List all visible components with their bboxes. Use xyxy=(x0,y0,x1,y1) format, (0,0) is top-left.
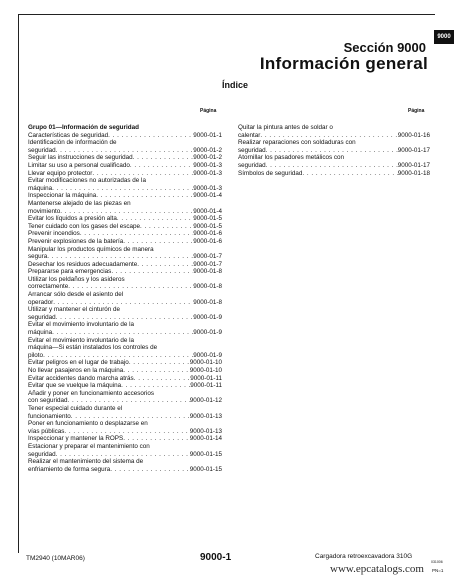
toc-entry[interactable] xyxy=(28,443,222,458)
leader-dots xyxy=(64,428,189,436)
toc-group-heading: Grupo 01—Información de seguridad xyxy=(28,124,139,131)
toc-entry-text: Mantenerse alejado de las piezas en xyxy=(28,199,131,207)
toc-entry[interactable] xyxy=(28,382,222,390)
toc-page-ref: 9000-01-13 xyxy=(189,412,222,420)
toc-entry-text: No llevar pasajeros en la máquina xyxy=(28,367,124,374)
leader-dots xyxy=(137,261,193,269)
toc-page-ref: 9000-01-8 xyxy=(193,283,222,291)
toc-entry-text: Evitar modificaciones no autorizadas de la xyxy=(28,177,146,185)
toc-entry-text: calentar xyxy=(238,131,261,139)
toc-entry[interactable] xyxy=(28,230,222,238)
toc-entry-text: Evitar accidentes dando marcha atrás xyxy=(28,374,134,382)
toc-page-ref: 9000-01-3 xyxy=(193,184,222,192)
toc-page-ref: 9000-01-5 xyxy=(193,222,222,230)
toc-entry-text: Desechar los residuos adecuadamente xyxy=(28,260,138,268)
leader-dots xyxy=(56,147,194,155)
toc-entry-text: con seguridad xyxy=(28,397,68,405)
toc-page-ref: 9000-01-12 xyxy=(189,397,222,405)
toc-page-ref: 9000-01-9 xyxy=(193,313,222,321)
toc-entry[interactable] xyxy=(28,367,222,375)
toc-page-ref: 9000-01-8 xyxy=(193,298,222,306)
leader-dots xyxy=(111,268,193,276)
toc-entry-text: Prepararse para emergencias xyxy=(28,268,112,276)
toc-entry-text: correctamente xyxy=(28,283,69,291)
page-title: Información general xyxy=(259,54,428,73)
toc-entry-text: máquina xyxy=(28,329,53,337)
toc-entry-text: Realizar reparaciones con soldaduras con xyxy=(238,139,356,147)
page-column-label-left: Página xyxy=(200,108,217,114)
leader-dots xyxy=(68,283,193,291)
leader-dots xyxy=(52,185,193,193)
leader-dots xyxy=(60,208,193,216)
toc-page-ref: 9000-01-10 xyxy=(189,359,222,367)
toc-entry-text: Poner en funcionamiento o desplazarse en xyxy=(28,420,148,428)
leader-dots xyxy=(52,329,193,337)
toc-entry[interactable] xyxy=(28,261,222,269)
toc-entry-text: seguridad xyxy=(28,146,56,154)
toc-entry-text: Utilizar los peldaños y los asideros xyxy=(28,275,125,283)
toc-page-ref: 9000-01-2 xyxy=(193,146,222,154)
toc-entry-text: Tener cuidado con los gases del escape xyxy=(28,222,141,230)
toc-page-ref: 9000-01-13 xyxy=(189,427,222,435)
toc-entry[interactable] xyxy=(28,306,222,321)
toc-page-ref: 9000-01-8 xyxy=(193,268,222,276)
leader-dots xyxy=(129,359,190,367)
toc-entry[interactable] xyxy=(28,215,222,223)
toc-entry-text: Llevar equipo protector xyxy=(28,169,93,177)
toc-page-ref: 9000-01-18 xyxy=(397,169,430,177)
leader-dots xyxy=(266,147,398,155)
toc-entry[interactable] xyxy=(28,268,222,276)
toc-page-ref: 9000-01-7 xyxy=(193,253,222,261)
toc-entry-text: vías públicas xyxy=(28,427,65,435)
toc-page-ref: 9000-01-11 xyxy=(190,374,222,382)
toc-entry-text: Atornillar los pasadores metálicos con xyxy=(238,154,345,162)
toc-entry-text: Identificación de información de xyxy=(28,139,117,147)
watermark: www.epcatalogs.com xyxy=(330,563,424,575)
leader-dots xyxy=(71,413,190,421)
leader-dots xyxy=(80,230,193,238)
toc-page-ref: 9000-01-6 xyxy=(193,237,222,245)
leader-dots xyxy=(110,466,190,474)
toc-entry-text: Añadir y poner en funcionamiento accesorios xyxy=(28,389,155,397)
toc-entry-text: Características de seguridad xyxy=(28,131,109,139)
toc-page-ref: 9000-01-3 xyxy=(193,161,222,169)
toc-entry[interactable] xyxy=(28,223,222,231)
toc-entry-text: Estacionar y preparar el mantenimiento con xyxy=(28,442,150,450)
leader-dots xyxy=(47,253,193,261)
leader-dots xyxy=(134,375,191,383)
leader-dots xyxy=(117,215,193,223)
toc-entry-text: Realizar el mantenimiento del sistema de xyxy=(28,458,144,466)
leader-dots xyxy=(56,314,194,322)
leader-dots xyxy=(56,451,190,459)
leader-dots xyxy=(302,170,397,178)
leader-dots xyxy=(121,382,190,390)
toc-page-ref: 9000-01-11 xyxy=(190,382,222,390)
toc-page-ref: 9000-01-15 xyxy=(189,450,222,458)
toc-page-ref: 9000-01-10 xyxy=(189,367,222,374)
page-column-label-right: Página xyxy=(408,108,425,114)
toc-entry[interactable] xyxy=(28,132,222,140)
toc-entry-text: segura xyxy=(28,253,48,261)
toc-entry[interactable] xyxy=(28,200,222,215)
toc-entry[interactable] xyxy=(28,139,222,154)
toc-entry-text: seguridad xyxy=(238,161,266,169)
toc-entry-text: Prevenir explosiones de la batería xyxy=(28,237,124,245)
toc-page-ref: 9000-01-17 xyxy=(397,161,430,169)
toc-entry-text: Inspeccionar y mantener la ROPS xyxy=(28,435,124,443)
toc-entry-text: Símbolos de seguridad xyxy=(238,169,303,177)
leader-dots xyxy=(140,223,193,231)
toc-page-ref: 9000-01-16 xyxy=(397,131,430,139)
leader-dots xyxy=(133,154,194,162)
section-number: Sección 9000 xyxy=(343,40,426,55)
footer-doc-id: TM2940 (10MAR06) xyxy=(26,555,85,562)
toc-entry[interactable] xyxy=(28,375,222,383)
toc-entry-text: movimiento xyxy=(28,207,61,215)
toc-page-ref: 9000-01-15 xyxy=(189,465,222,473)
index-heading: Índice xyxy=(222,80,249,90)
leader-dots xyxy=(130,162,193,170)
toc-entry-text: seguridad xyxy=(28,450,56,458)
toc-entry[interactable] xyxy=(28,276,222,291)
footer-code: 031006 xyxy=(431,560,443,564)
toc-entry-text: Manipular los productos químicos de manera xyxy=(28,245,154,253)
toc-entry[interactable] xyxy=(28,337,222,360)
toc-entry-text: Evitar el movimiento involuntario de la xyxy=(28,336,135,344)
section-tab: 9000 xyxy=(434,30,454,44)
leader-dots xyxy=(123,435,190,443)
toc-entry-text: funcionamiento xyxy=(28,412,71,420)
toc-entry-text: Evitar el movimiento involuntario de la xyxy=(28,321,135,329)
toc-page-ref: 9000-01-14 xyxy=(189,435,222,443)
toc-entry[interactable] xyxy=(238,154,430,169)
toc-entry-text: máquina—Si están instalados los controles de xyxy=(28,344,158,352)
toc-entry[interactable] xyxy=(28,238,222,246)
toc-entry[interactable] xyxy=(28,420,222,435)
toc-page-ref: 9000-01-9 xyxy=(193,329,222,337)
toc-entry-text: Limitar su uso a personal cualificado xyxy=(28,161,130,169)
toc-page-ref: 9000-01-5 xyxy=(193,215,222,223)
leader-dots xyxy=(123,367,190,375)
toc-page-ref: 9000-01-2 xyxy=(193,154,222,162)
toc-entry[interactable] xyxy=(238,170,430,178)
toc-entry-text: Evitar que se vuelque la máquina xyxy=(28,382,122,390)
toc-right-column xyxy=(238,124,430,177)
toc-entry[interactable] xyxy=(238,124,430,139)
toc-entry-text: Prevenir incendios xyxy=(28,230,80,238)
leader-dots xyxy=(68,397,190,405)
toc-page-ref: 9000-01-17 xyxy=(397,146,430,154)
toc-entry-text: Tener especial cuidado durante el xyxy=(28,404,123,412)
toc-entry[interactable] xyxy=(28,154,222,162)
toc-left-column xyxy=(28,124,222,473)
toc-entry[interactable] xyxy=(28,435,222,443)
toc-entry[interactable] xyxy=(28,405,222,420)
toc-entry-text: Arrancar sólo desde el asiento del xyxy=(28,291,124,299)
toc-entry[interactable] xyxy=(28,458,222,473)
leader-dots xyxy=(96,192,193,200)
leader-dots xyxy=(108,132,193,140)
leader-dots xyxy=(43,352,193,360)
toc-page-ref: 9000-01-3 xyxy=(193,169,222,177)
toc-entry-text: Evitar los líquidos a presión alta xyxy=(28,215,117,223)
toc-entry[interactable] xyxy=(28,162,222,170)
leader-dots xyxy=(53,299,193,307)
toc-page-ref: 9000-01-6 xyxy=(193,230,222,238)
toc-page-ref: 9000-01-4 xyxy=(193,192,222,200)
leader-dots xyxy=(260,132,397,140)
footer-page-number: 9000-1 xyxy=(200,552,232,563)
toc-entry-text: Utilizar y mantener el cinturón de xyxy=(28,306,121,314)
leader-dots xyxy=(92,170,193,178)
toc-entry-text: Quitar la pintura antes de soldar o xyxy=(238,124,333,131)
toc-entry-text: Evitar peligros en el lugar de trabajo xyxy=(28,359,129,367)
toc-entry-text: seguridad xyxy=(28,313,56,321)
toc-entry[interactable] xyxy=(238,139,430,154)
toc-entry-text: piloto xyxy=(28,351,44,359)
leader-dots xyxy=(266,162,398,170)
toc-entry[interactable] xyxy=(28,192,222,200)
toc-entry[interactable] xyxy=(28,291,222,306)
toc-entry-text: operador xyxy=(28,298,54,306)
toc-page-ref: 9000-01-7 xyxy=(193,260,222,268)
toc-entry[interactable] xyxy=(28,359,222,367)
footer-pn: PN=1 xyxy=(432,568,444,573)
toc-entry[interactable] xyxy=(28,321,222,336)
toc-page-ref: 9000-01-4 xyxy=(193,207,222,215)
toc-page-ref: 9000-01-9 xyxy=(193,351,222,359)
toc-entry-text: máquina xyxy=(28,184,53,192)
toc-entry-text: seguridad xyxy=(238,146,266,154)
toc-entry[interactable] xyxy=(28,390,222,405)
toc-entry-text: Seguir las instrucciones de seguridad xyxy=(28,154,133,162)
leader-dots xyxy=(123,238,193,246)
footer-product-name: Cargadora retroexcavadora 310G xyxy=(315,553,413,560)
toc-entry[interactable] xyxy=(28,246,222,261)
toc-entry[interactable] xyxy=(28,170,222,178)
toc-entry[interactable] xyxy=(28,177,222,192)
toc-page-ref: 9000-01-1 xyxy=(193,131,222,139)
toc-entry-text: Inspeccionar la máquina xyxy=(28,192,97,200)
toc-entry-text: enfriamiento de forma segura xyxy=(28,465,111,473)
